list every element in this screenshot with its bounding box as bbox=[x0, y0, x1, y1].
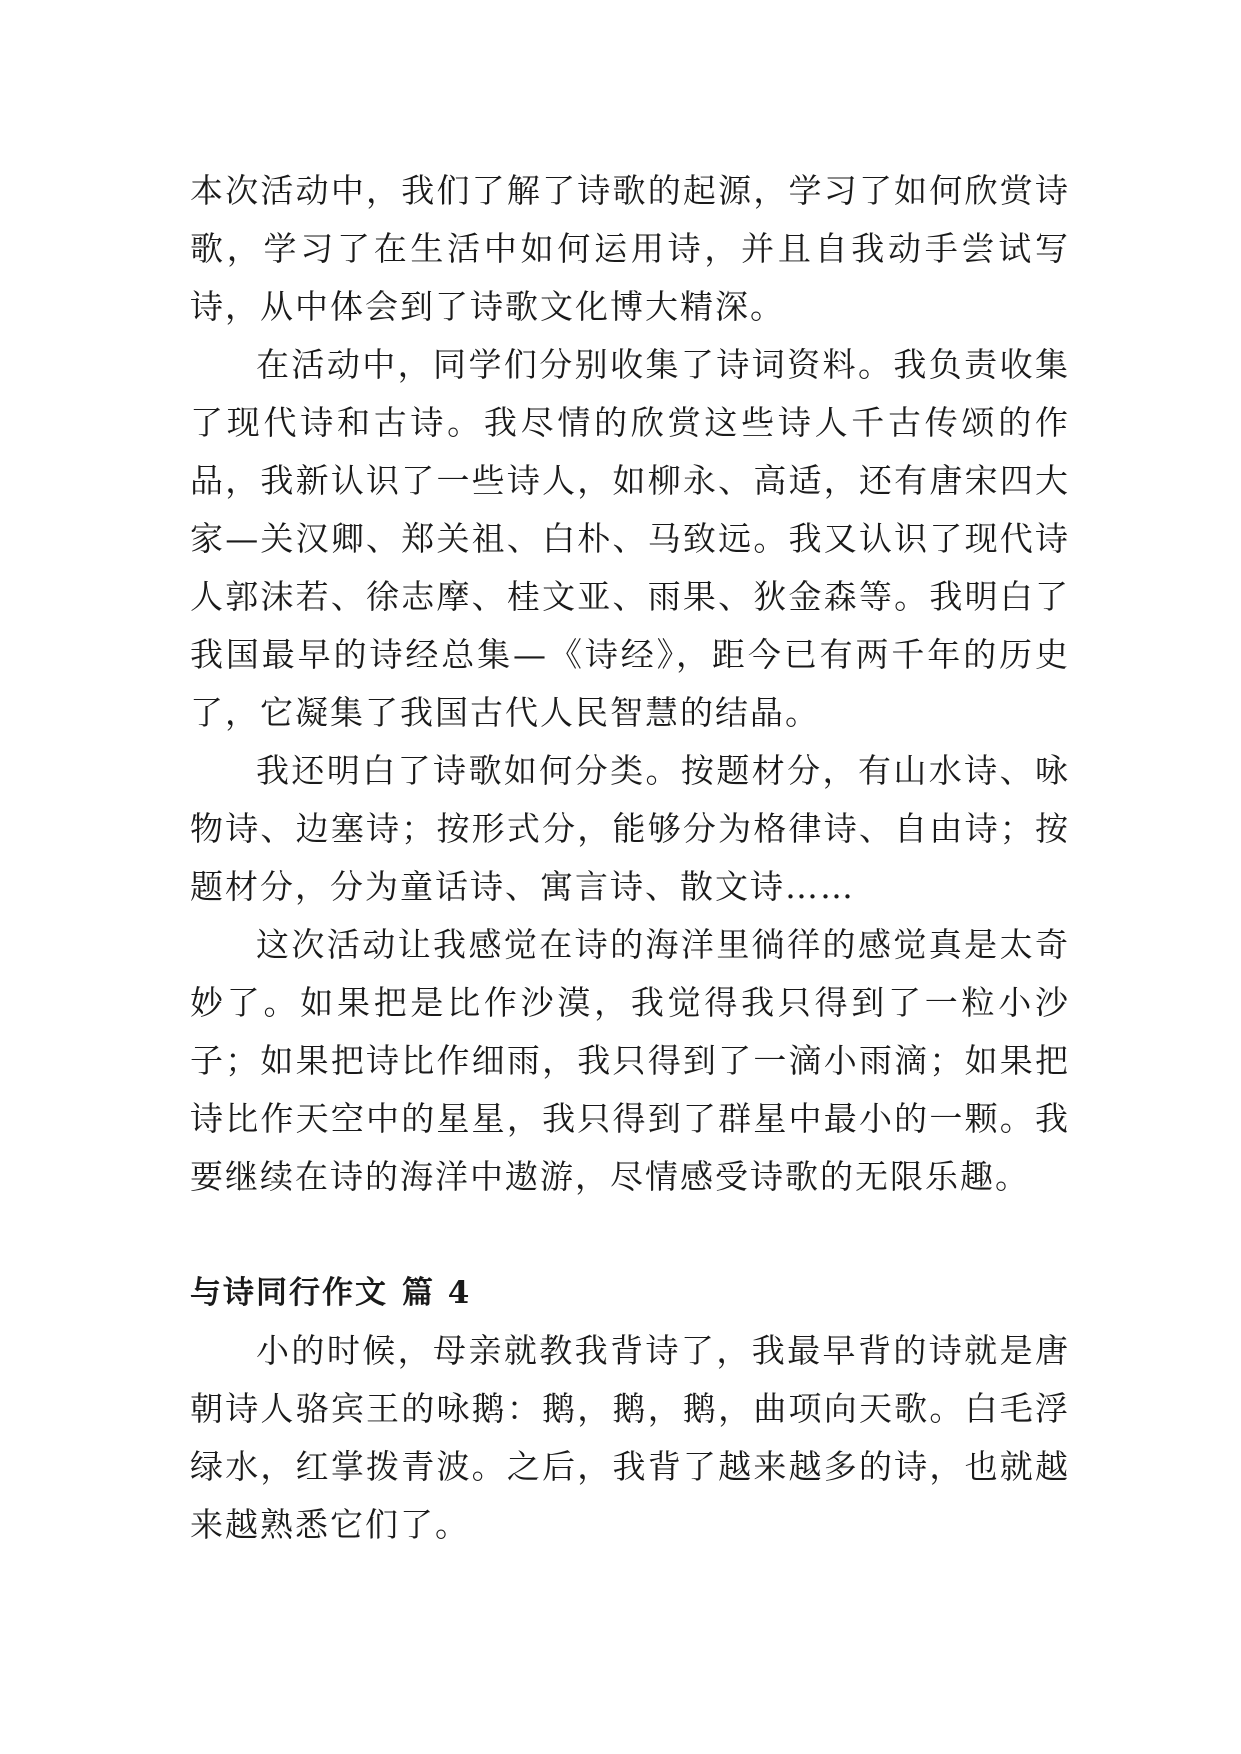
paragraph-reflection: 这次活动让我感觉在诗的海洋里徜徉的感觉真是太奇妙了。如果把是比作沙漠，我觉得我只得到了一粒小沙子；如果把诗比作细雨，我只得到了一滴小雨滴；如果把诗比作天空中的星星，我只得到了群星中最小的一颗。我要继续在诗的海洋中遨游，尽情感受诗歌的无限乐趣。 bbox=[190, 925, 1070, 1196]
document-body bbox=[190, 162, 1070, 1554]
paragraph-childhood: 小的时候，母亲就教我背诗了，我最早背的诗就是唐朝诗人骆宾王的咏鹅：鹅，鹅，鹅，曲项向天歌。白毛浮绿水，红掌拨青波。之后，我背了越来越多的诗，也就越来越熟悉它们了。 bbox=[190, 1331, 1070, 1544]
paragraph-collection: 在活动中，同学们分别收集了诗词资料。我负责收集了现代诗和古诗。我尽情的欣赏这些诗人千古传颂的作品，我新认识了一些诗人，如柳永、高适，还有唐宋四大家—关汉卿、郑关祖、白朴、马致远。我又认识了现代诗人郭沫若、徐志摩、桂文亚、雨果、狄金森等。我明白了我国最早的诗经总集—《诗经》，距今已有两千年的历史了，它凝集了我国古代人民智慧的结晶。 bbox=[190, 345, 1070, 732]
section-title: 与诗同行作文 bbox=[190, 1275, 388, 1311]
section-heading bbox=[190, 1264, 1070, 1322]
paragraph-classification: 我还明白了诗歌如何分类。按题材分，有山水诗、咏物诗、边塞诗；按形式分，能够分为格律诗、自由诗；按题材分，分为童话诗、寓言诗、散文诗…… bbox=[190, 751, 1070, 906]
section-label: 篇 4 bbox=[402, 1275, 472, 1311]
paragraph-intro: 本次活动中，我们了解了诗歌的起源，学习了如何欣赏诗歌，学习了在生活中如何运用诗，并且自我动手尝试写诗，从中体会到了诗歌文化博大精深。 bbox=[190, 171, 1070, 326]
